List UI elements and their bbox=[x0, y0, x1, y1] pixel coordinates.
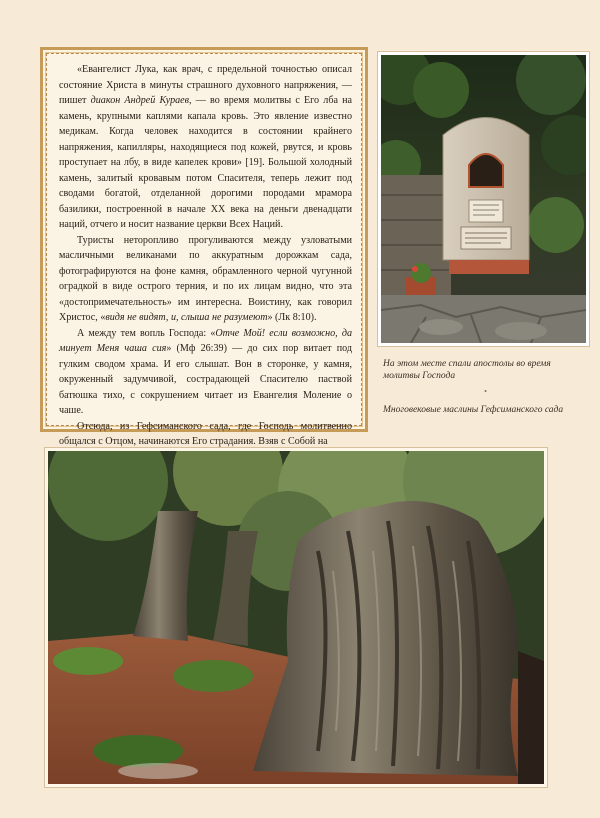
scripture-quote: Отче Мой! если возможно, да минует Меня чаша сия bbox=[59, 327, 352, 354]
memorial-niche-image bbox=[381, 55, 586, 343]
author-name: диакон Андрей Кураев bbox=[90, 95, 190, 106]
text-run: А между тем вопль Господа: « bbox=[77, 327, 216, 339]
paragraph-3 bbox=[59, 326, 352, 419]
caption-separator: • bbox=[484, 387, 487, 396]
memorial-niche-photo bbox=[378, 52, 589, 346]
paragraph-1 bbox=[59, 62, 352, 233]
scripture-quote: видя не видят, и, слыша не разумеют bbox=[105, 312, 268, 323]
text-run: «Евангелист Лука, как врач, с предельной точностью описал состояние Христа в минуты страшного духовного напряжения, — пишет bbox=[59, 64, 352, 106]
olive-trees-photo bbox=[45, 448, 547, 787]
text-frame bbox=[40, 47, 368, 447]
text-run: Отсюда, из Гефсиманского сада, где Господь молитвенно общался с Отцом, начинаются Его страдания. Взяв с Собой на bbox=[59, 420, 352, 447]
paragraph-2 bbox=[59, 233, 352, 326]
paragraph-4 bbox=[59, 419, 352, 450]
text-run: , — во время молитвы с Его лба на камень, крупными каплями капала кровь. Это явление известно медикам. Когда человек находится в состоянии крайнего напряжения, капилляры, находящиеся под кожей, рвутся, и кровь проступает на лбу, в виде капелек крови» [19]. Большой холодный камень, залитый кровавым потом Спасителя, теперь лежит под сводами богатой, отделанной дорогими породами мрамора базилики, построенной в начале XX века на деньги двенадцати наций, отчего и носит название церкви Всех Наций. bbox=[59, 95, 353, 230]
body-text bbox=[59, 62, 352, 450]
caption-bottom-photo: Многовековые маслины Гефсиманского сада bbox=[383, 405, 564, 415]
olive-trees-image bbox=[48, 451, 544, 784]
caption-top-photo: На этом месте спали апостолы во время молитвы Господа bbox=[383, 359, 551, 381]
text-run: » (Лк 8:10). bbox=[267, 312, 317, 323]
text-run: Туристы неторопливо прогуливаются между узловатыми масличными великанами по аккуратным дорожкам сада, фотографируются на фоне камня, обрамленного черной чугунной оградкой в виде острого терния, и по их лицам видно, что эта «достопримечательность» им интересна. Воистину, как говорил Христос, « bbox=[59, 234, 352, 323]
captions bbox=[383, 358, 588, 416]
text-run: » (Мф 26:39) — до сих пор витает под гулким сводом храма. И его слышат. Вон в сторонке, у камня, окруженный задумчивой, сострадающей Спасителю паствой батюшка тихо, с сокрушением читает из Евангелия Моление о чаше. bbox=[59, 343, 353, 416]
